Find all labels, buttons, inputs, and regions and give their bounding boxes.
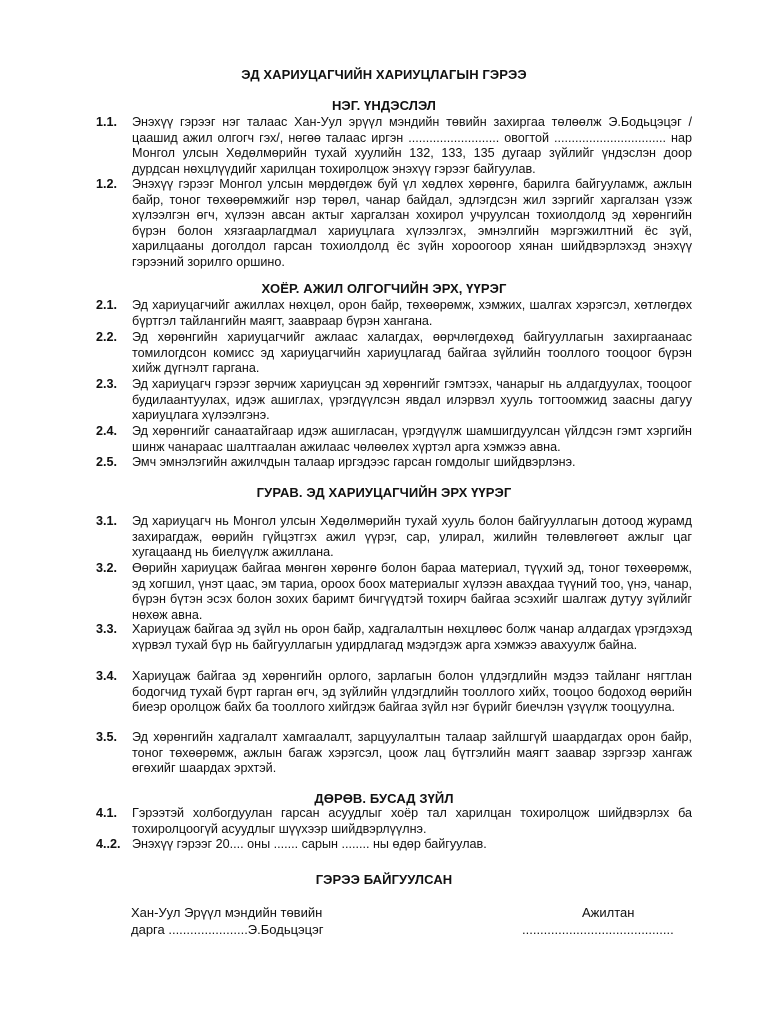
clause-number: 2.3. [96,377,118,391]
clause-number: 2.5. [96,455,118,469]
clause-text: Эд хөрөнгийн хадгалалт хамгаалалт, зарцуулалтын талаар зайлшгүй шаардагдах орон байр, тоног төхөөрөмж, ажлын багаж хэрэгсэл, цоож лац бүтгэлийн маягт заавар зэргээр хангаж өгөхийг шаардах эрхтэй. [132,730,692,776]
clause-text: Энэхүү гэрээг Монгол улсын мөрдөгдөж буй үл хөдлөх хөрөнгө, барилга байгууламж, ажлын байр, тоног төхөөрөмжийг нэр төрөл, чанар байдал, эдлэгдсэн жил зэргийг харгалзан үзэж хүлээлгэн өгч, хүлээн авсан актыг харгалзан хохирол учруулсан тохиолдолд эд хөрөнгийн бүрэн болон хязгаарлагдмал хариуцлага хүлээлгэх, эмнэлгийн мэргэжилтний ёс зүй, харилцааны доголдол гарсан тохиолдолд ёс зүйн хороогоор хянан шийдвэрлэхэд энэхүү гэрээний зорилго оршино. [132,177,692,269]
clause-number: 3.5. [96,730,118,744]
clause-text: Гэрээтэй холбогдуулан гарсан асуудлыг хоёр тал харилцан тохиролцож шийдвэрлэх ба тохиролцоогүй асуудлыг шүүхээр шийдвэрлүүлнэ. [132,806,692,836]
clause-item [96,298,692,329]
clause-item [96,806,692,837]
clause-text: Өөрийн хариуцаж байгаа мөнгөн хөрөнгө болон бараа материал, түүхий эд, тоног төхөөрөмж, эд хогшил, үнэт цаас, эм тариа, ороох боох материалыг хүлээн авахдаа түүний тоо, үнэ, чанар, бүрэн бүтэн эсэх болон зохих баримт бичгүүдтэй тохирч байгаа эсэхийг шалгаж дутуу зүйлийг нөхөж авна. [132,561,692,622]
clause-item [96,424,692,455]
section-heading: ДӨРӨВ. БУСАД ЗҮЙЛ [314,791,454,806]
clause-item [96,115,692,177]
clause-number: 3.2. [96,561,118,575]
clause-number: 1.1. [96,115,118,129]
clause-number: 1.2. [96,177,118,191]
clause-text: Эд хөрөнгийн хариуцагчийг ажлаас халагдах, өөрчлөгдөхөд байгууллагын захиргаанаас томилогдсон комисс эд хариуцагчийн хариуцлагад байгаа зүйлийн тооллого тооцоог бүрэн хийж дүгнэлт гаргана. [132,330,692,376]
clause-item [96,730,692,777]
clause-number: 4..2. [96,837,121,851]
signature-heading: ГЭРЭЭ БАЙГУУЛСАН [315,872,453,887]
clause-number: 3.1. [96,514,118,528]
clause-item [96,177,692,271]
clause-item [96,514,692,561]
employer-signature-line: дарга ......................Э.Бодьцэцэг [131,922,324,937]
employer-title: Хан-Уул Эрүүл мэндийн төвийн [131,905,323,920]
clause-number: 2.1. [96,298,118,312]
employee-signature-line: .......................................... [522,922,674,937]
clause-text: Хариуцаж байгаа эд зүйл нь орон байр, хадгалалтын нөхцлөөс болж чанар алдагдах үрэгдэхэд хүрвэл тухай бүр нь байгууллагын удирдлагад мэдэгдэж арга хэмжээ авахуулж байна. [132,622,692,652]
clause-item [96,455,692,471]
clause-text: Эд хариуцагч нь Монгол улсын Хөдөлмөрийн тухай хууль болон байгууллагын дотоод журамд захирагдаж, өөрийн гүйцэтгэх ажил үүрэг, сар, улирал, жилийн төлөвлөгөөт ажлыг цаг хугацаанд нь биелүүлж ажиллана. [132,514,692,560]
clause-item [96,622,692,653]
employee-title: Ажилтан [582,905,635,920]
clause-text: Эд хариуцагчийг ажиллах нөхцөл, орон байр, төхөөрөмж, хэмжих, шалгах хэрэгсэл, хөтлөгдөх бүртгэл тайлангийн маягт, заавраар бүрэн хангана. [132,298,692,328]
section-heading: НЭГ. ҮНДЭСЛЭЛ [331,98,437,113]
clause-number: 2.2. [96,330,118,344]
clause-number: 4.1. [96,806,118,820]
clause-item [96,330,692,377]
clause-text: Эмч эмнэлэгийн ажилчдын талаар иргэдээс гарсан гомдолыг шийдвэрлэнэ. [132,455,576,469]
clause-text: Энэхүү гэрээг 20.... оны ....... сарын ........ ны өдөр байгуулав. [132,837,487,851]
clause-text: Хариуцаж байгаа эд хөрөнгийн орлого, зарлагын болон үлдэгдлийн мэдээ тайланг нягтлан бодогчид тухай бүрт гарган өгч, эд зүйлийн үлдэгдлийн тооллого хийх, тооцоо бодоход өөрийн биеэр оролцож байх ба тооллого хийгдэж байгаа зүйл нэг бүрийг биечлэн үзүүлж тооцуулна. [132,669,692,715]
clause-item [96,669,692,716]
section-heading: ХОЁР. АЖИЛ ОЛГОГЧИЙН ЭРХ, ҮҮРЭГ [261,281,507,296]
clause-text: Эд хөрөнгийг санаатайгаар идэж ашигласан, үрэгдүүлж шамшигдуулсан үйлдсэн гэмт хэргийн шинж чанараас шалтгаалан ажилаас чөлөөлөх хүртэл арга хэмжээ авна. [132,424,692,454]
clause-item [96,561,692,623]
clause-number: 3.3. [96,622,118,636]
section-heading: ГУРАВ. ЭД ХАРИУЦАГЧИЙН ЭРХ ҮҮРЭГ [256,485,512,500]
clause-text: Эд хариуцагч гэрээг зөрчиж хариуцсан эд хөрөнгийг гэмтээх, чанарыг нь алдагдуулах, тооцоог будилаантуулах, идэж ашиглах, үрэгдүүлсэн явдал илэрвэл хууль тогтоомжид заасны дагуу хариуцлага хүлээлгэнэ. [132,377,692,423]
document-title: ЭД ХАРИУЦАГЧИЙН ХАРИУЦЛАГЫН ГЭРЭЭ [241,67,527,82]
clause-item [96,377,692,424]
clause-text: Энэхүү гэрээг нэг талаас Хан-Уул эрүүл мэндийн төвийн захиргаа төлөөлж Э.Бодьцэцэг /цаашид ажил олгогч гэх/, нөгөө талаас иргэн .......................... овогтой ................................ нар Монгол улсын Хөдөлмөрийн тухай хуулийн 132, 133, 135 дугаар зүйлийг үндэслэн доор дурдсан нөхцлүүдийг харилцан тохиролцож энэхүү гэрээг байгуулав. [132,115,692,176]
clause-item [96,837,692,853]
clause-number: 2.4. [96,424,118,438]
clause-number: 3.4. [96,669,118,683]
